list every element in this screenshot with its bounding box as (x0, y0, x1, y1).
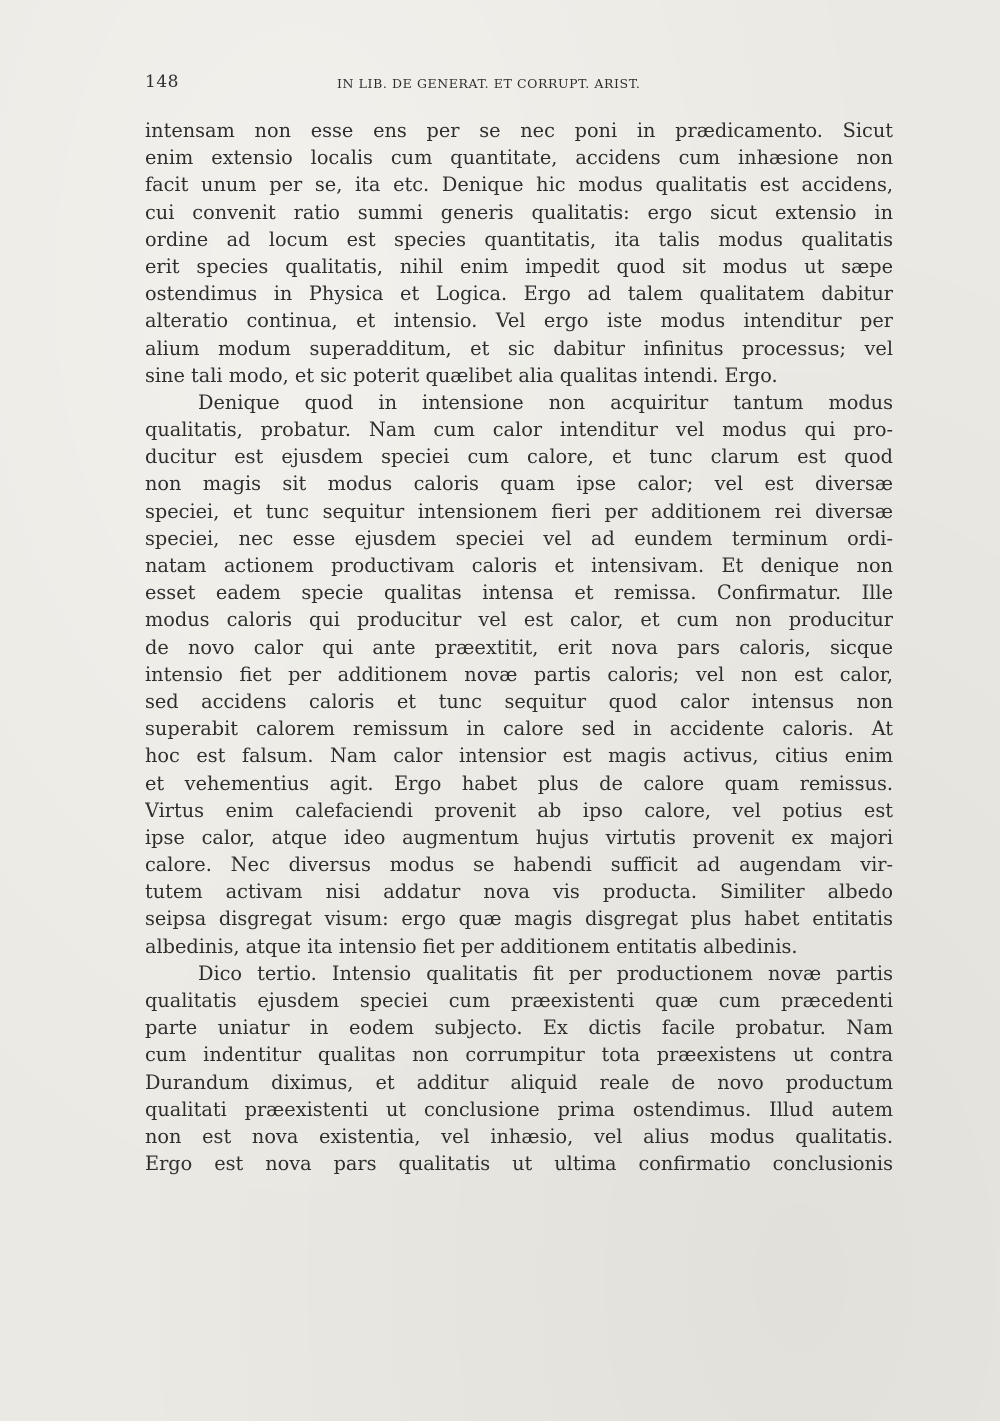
text-line: ipse calor, atque ideo augmentum hujus virtutis provenit ex majori (145, 825, 893, 849)
text-line: intensam non esse ens per se nec poni in prædicamento. Sicut (145, 119, 893, 142)
paragraph-first-line: Dico tertio. Intensio qualitatis fit per productionem novæ partis (198, 961, 893, 985)
text-line: ordine ad locum est species quantitatis, ita talis modus qualitatis (145, 227, 893, 251)
page-number: 148 (145, 72, 179, 92)
text-line: cui convenit ratio summi generis qualitatis: ergo sicut extensio in (145, 200, 893, 224)
text-line: superabit calorem remissum in calore sed in accidente caloris. At (145, 717, 893, 741)
body-text (145, 117, 893, 1177)
text-line: de novo calor qui ante præextitit, erit nova pars caloris, sicque (145, 635, 893, 659)
text-line: qualitati præexistenti ut conclusione prima ostendimus. Illud autem (145, 1097, 893, 1121)
text-line: cum indentitur qualitas non corrumpitur tota præexistens ut contra (145, 1043, 893, 1067)
text-line: speciei, et tunc sequitur intensionem fieri per additionem rei diversæ (145, 499, 893, 523)
text-line: ducitur est ejusdem speciei cum calore, et tunc clarum est quod (145, 445, 893, 469)
text-line: ostendimus in Physica et Logica. Ergo ad talem qualitatem dabitur (145, 282, 893, 306)
text-line: et vehementius agit. Ergo habet plus de calore quam remissus. (145, 771, 893, 795)
text-line: alium modum superadditum, et sic dabitur infinitus processus; vel (145, 336, 893, 360)
text-line: sed accidens caloris et tunc sequitur quod calor intensus non (145, 689, 893, 713)
text-line: alteratio continua, et intensio. Vel ergo iste modus intenditur per (145, 309, 893, 333)
text-line: facit unum per se, ita etc. Denique hic modus qualitatis est accidens, (145, 173, 893, 197)
text-line: hoc est falsum. Nam calor intensior est magis activus, citius enim (145, 744, 893, 768)
text-line: intensio fiet per additionem novæ partis caloris; vel non est calor, (145, 662, 893, 686)
text-line: non est nova existentia, vel inhæsio, vel alius modus qualitatis. (145, 1124, 893, 1148)
text-line: Virtus enim calefaciendi provenit ab ipso calore, vel potius est (145, 798, 893, 822)
paragraph-first-line: Denique quod in intensione non acquiritur tantum modus (198, 390, 893, 414)
text-line: calore. Nec diversus modus se habendi sufficit ad augendam vir- (145, 853, 893, 877)
text-line: Ergo est nova pars qualitatis ut ultima confirmatio conclusionis (145, 1152, 893, 1176)
text-line: qualitatis ejusdem speciei cum præexistenti quæ cum præcedenti (145, 989, 893, 1012)
text-line: parte uniatur in eodem subjecto. Ex dictis facile probatur. Nam (145, 1016, 893, 1040)
text-line: albedinis, atque ita intensio fiet per additionem entitatis albedinis. (145, 934, 798, 958)
running-title: IN LIB. DE GENERAT. ET CORRUPT. ARIST. (337, 76, 641, 91)
text-line: enim extensio localis cum quantitate, accidens cum inhæsione non (145, 146, 893, 170)
text-line: tutem activam nisi addatur nova vis producta. Similiter albedo (145, 880, 893, 904)
text-line: Durandum diximus, et additur aliquid reale de novo productum (145, 1070, 893, 1094)
text-line: qualitatis, probatur. Nam cum calor intenditur vel modus qui pro- (145, 418, 893, 442)
text-line: sine tali modo, et sic poterit quælibet alia qualitas intendi. Ergo. (145, 363, 778, 387)
text-line: seipsa disgregat visum: ergo quæ magis disgregat plus habet entitatis (145, 907, 893, 931)
text-line: natam actionem productivam caloris et intensivam. Et denique non (145, 554, 893, 577)
text-line: non magis sit modus caloris quam ipse calor; vel est diversæ (145, 472, 893, 496)
text-line: erit species qualitatis, nihil enim impedit quod sit modus ut sæpe (145, 254, 893, 278)
text-line: esset eadem specie qualitas intensa et remissa. Confirmatur. Ille (145, 581, 893, 605)
text-line: speciei, nec esse ejusdem speciei vel ad eundem terminum ordi- (145, 526, 893, 550)
text-line: modus caloris qui producitur vel est calor, et cum non producitur (145, 608, 893, 632)
page-header (145, 72, 890, 102)
